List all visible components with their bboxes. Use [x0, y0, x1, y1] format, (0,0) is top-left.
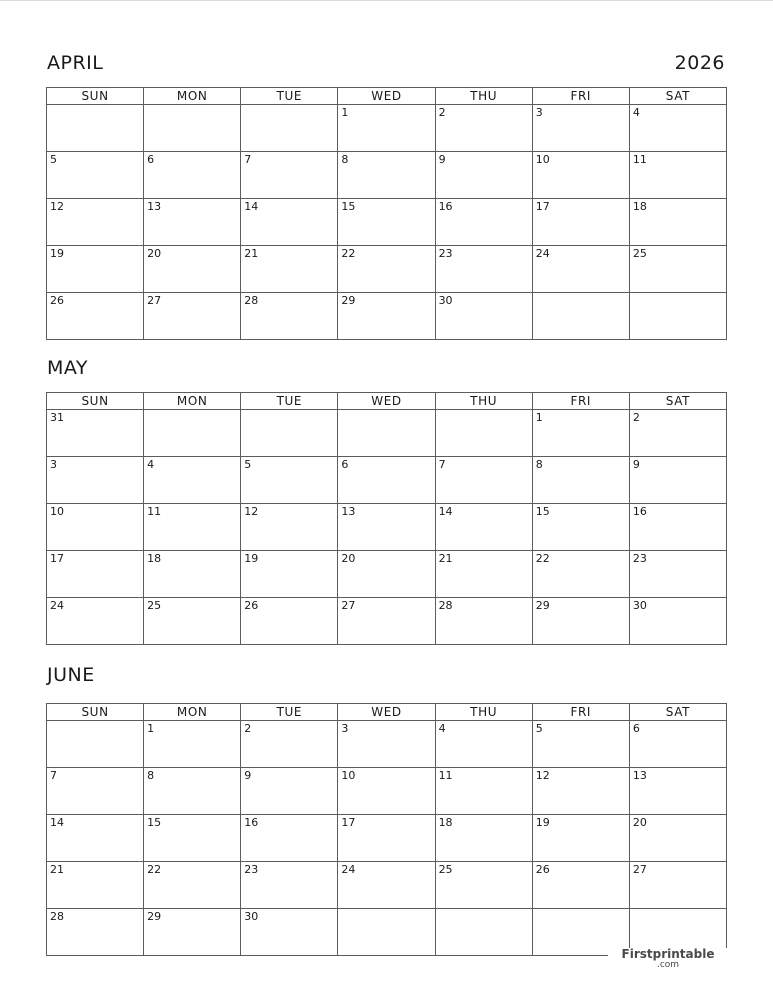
day-cell [144, 293, 241, 340]
day-number: 9 [632, 458, 640, 471]
day-cell [47, 410, 144, 457]
day-number: 25 [632, 247, 647, 260]
day-number: 1 [147, 722, 155, 735]
week-row [47, 862, 727, 909]
day-cell [241, 862, 338, 909]
day-cell [144, 105, 241, 152]
day-number: 4 [438, 722, 446, 735]
day-cell [532, 815, 629, 862]
weekday-header: WED [338, 393, 435, 410]
day-number [533, 909, 629, 911]
day-number: 30 [632, 599, 647, 612]
day-number: 30 [244, 910, 259, 923]
day-number: 23 [632, 552, 647, 565]
day-number: 24 [341, 863, 356, 876]
day-cell [47, 457, 144, 504]
day-number [338, 909, 434, 911]
day-number: 23 [438, 247, 453, 260]
weekday-header: SUN [47, 88, 144, 105]
day-number: 29 [535, 599, 550, 612]
day-number: 8 [147, 769, 155, 782]
weekday-header: SAT [629, 704, 726, 721]
day-cell [47, 293, 144, 340]
day-cell [241, 246, 338, 293]
weekday-header: FRI [532, 393, 629, 410]
day-cell [629, 410, 726, 457]
day-number: 28 [50, 910, 64, 923]
day-number: 22 [147, 863, 162, 876]
day-cell [629, 105, 726, 152]
day-cell [532, 504, 629, 551]
day-number: 11 [438, 769, 453, 782]
day-cell [47, 551, 144, 598]
day-cell [241, 410, 338, 457]
day-cell [47, 768, 144, 815]
day-cell [144, 246, 241, 293]
day-number: 15 [341, 200, 356, 213]
day-cell [435, 105, 532, 152]
weekday-header: SAT [629, 393, 726, 410]
day-cell [338, 551, 435, 598]
day-cell [144, 721, 241, 768]
day-cell [241, 105, 338, 152]
day-number: 13 [632, 769, 647, 782]
weekday-header: TUE [241, 88, 338, 105]
day-number: 16 [632, 505, 647, 518]
day-number: 21 [244, 247, 259, 260]
day-number: 17 [341, 816, 356, 829]
day-number: 6 [147, 153, 155, 166]
day-number: 10 [535, 153, 550, 166]
day-number: 17 [535, 200, 550, 213]
day-cell [241, 293, 338, 340]
week-row [47, 293, 727, 340]
day-number: 18 [147, 552, 162, 565]
day-cell [532, 457, 629, 504]
day-cell [629, 768, 726, 815]
day-number [630, 909, 726, 911]
day-number: 6 [632, 722, 640, 735]
weekday-header: SUN [47, 393, 144, 410]
day-cell [532, 551, 629, 598]
weekday-header: MON [144, 88, 241, 105]
day-cell [241, 768, 338, 815]
day-cell [144, 152, 241, 199]
day-number: 1 [341, 106, 349, 119]
day-number: 15 [147, 816, 162, 829]
weekday-header: TUE [241, 393, 338, 410]
day-number: 20 [632, 816, 647, 829]
day-number [436, 410, 532, 412]
day-number: 12 [535, 769, 550, 782]
day-cell [629, 152, 726, 199]
calendar-grid-may [46, 392, 727, 645]
day-number: 27 [341, 599, 356, 612]
month-title-april: APRIL [47, 52, 104, 74]
day-number: 16 [438, 200, 453, 213]
brand-name: Firstprintable [608, 948, 728, 960]
day-cell [435, 504, 532, 551]
day-cell [629, 504, 726, 551]
day-cell [47, 199, 144, 246]
day-cell [435, 199, 532, 246]
day-number: 5 [50, 153, 57, 166]
day-cell [532, 768, 629, 815]
day-number: 24 [50, 599, 64, 612]
day-cell [629, 199, 726, 246]
day-number: 9 [438, 153, 446, 166]
day-cell [338, 598, 435, 645]
day-number: 5 [535, 722, 543, 735]
day-number: 8 [341, 153, 349, 166]
day-cell [532, 410, 629, 457]
day-number: 22 [535, 552, 550, 565]
day-number [338, 410, 434, 412]
day-number: 2 [632, 411, 640, 424]
day-number: 28 [438, 599, 453, 612]
day-number: 7 [50, 769, 57, 782]
week-row [47, 768, 727, 815]
day-cell [241, 457, 338, 504]
day-number: 23 [244, 863, 259, 876]
day-cell [241, 598, 338, 645]
weekday-header-row [47, 704, 727, 721]
day-cell [338, 246, 435, 293]
day-cell [435, 152, 532, 199]
day-cell [144, 457, 241, 504]
day-number: 3 [535, 106, 543, 119]
day-number: 30 [438, 294, 453, 307]
day-cell [435, 410, 532, 457]
day-cell [435, 862, 532, 909]
day-number: 20 [147, 247, 162, 260]
day-cell [47, 815, 144, 862]
day-number [47, 105, 143, 107]
day-cell [47, 152, 144, 199]
day-cell [532, 293, 629, 340]
day-number: 13 [147, 200, 162, 213]
day-number [436, 909, 532, 911]
day-number: 14 [50, 816, 64, 829]
day-cell [144, 815, 241, 862]
day-cell [338, 152, 435, 199]
day-cell [629, 815, 726, 862]
day-number: 4 [632, 106, 640, 119]
day-cell [338, 768, 435, 815]
day-cell [532, 862, 629, 909]
day-cell [338, 815, 435, 862]
day-cell [338, 457, 435, 504]
day-number: 10 [341, 769, 356, 782]
day-number: 27 [632, 863, 647, 876]
day-cell [47, 246, 144, 293]
day-cell [338, 862, 435, 909]
day-number: 31 [50, 411, 64, 424]
day-number: 22 [341, 247, 356, 260]
week-row [47, 504, 727, 551]
day-number: 2 [244, 722, 252, 735]
day-number: 28 [244, 294, 259, 307]
day-cell [435, 909, 532, 956]
day-number: 16 [244, 816, 259, 829]
calendar-grid-june [46, 703, 727, 956]
day-cell [144, 598, 241, 645]
day-number: 4 [147, 458, 155, 471]
day-number: 3 [341, 722, 349, 735]
day-number: 13 [341, 505, 356, 518]
day-number: 8 [535, 458, 543, 471]
day-cell [338, 504, 435, 551]
day-number: 19 [50, 247, 64, 260]
day-cell [241, 199, 338, 246]
day-cell [47, 909, 144, 956]
day-cell [435, 293, 532, 340]
day-number: 20 [341, 552, 356, 565]
day-number: 14 [244, 200, 259, 213]
day-cell [47, 862, 144, 909]
day-number [47, 721, 143, 723]
day-cell [144, 909, 241, 956]
day-number: 11 [632, 153, 647, 166]
day-number: 12 [244, 505, 259, 518]
day-number: 29 [147, 910, 162, 923]
weekday-header: SAT [629, 88, 726, 105]
day-number: 3 [50, 458, 57, 471]
day-cell [241, 504, 338, 551]
day-cell [435, 551, 532, 598]
day-number: 19 [535, 816, 550, 829]
day-cell [532, 598, 629, 645]
weekday-header: THU [435, 704, 532, 721]
weekday-header: WED [338, 704, 435, 721]
day-number: 27 [147, 294, 162, 307]
day-cell [435, 246, 532, 293]
day-cell [435, 721, 532, 768]
day-number [630, 293, 726, 295]
day-number: 19 [244, 552, 259, 565]
day-cell [532, 105, 629, 152]
day-cell [241, 152, 338, 199]
year-title: 2026 [674, 52, 725, 74]
day-number [241, 410, 337, 412]
day-cell [47, 721, 144, 768]
week-row [47, 410, 727, 457]
weekday-header: FRI [532, 704, 629, 721]
weekday-header: FRI [532, 88, 629, 105]
day-number: 21 [50, 863, 64, 876]
week-row [47, 815, 727, 862]
day-number: 25 [438, 863, 453, 876]
week-row [47, 551, 727, 598]
day-number: 17 [50, 552, 64, 565]
day-cell [629, 598, 726, 645]
day-number: 10 [50, 505, 64, 518]
day-cell [144, 199, 241, 246]
day-cell [629, 293, 726, 340]
weekday-header-row [47, 88, 727, 105]
day-cell [241, 721, 338, 768]
day-number: 11 [147, 505, 162, 518]
day-cell [241, 909, 338, 956]
day-cell [435, 598, 532, 645]
month-title-june: JUNE [47, 664, 95, 686]
weekday-header: WED [338, 88, 435, 105]
day-cell [629, 721, 726, 768]
brand-tld: .com [656, 960, 680, 970]
calendar-grid-april [46, 87, 727, 340]
day-number [144, 105, 240, 107]
week-row [47, 152, 727, 199]
top-divider [0, 0, 773, 1]
day-cell [338, 721, 435, 768]
brand-logo [608, 948, 728, 970]
day-cell [47, 105, 144, 152]
day-number: 25 [147, 599, 162, 612]
day-number: 29 [341, 294, 356, 307]
day-number: 12 [50, 200, 64, 213]
weekday-header: THU [435, 88, 532, 105]
day-cell [435, 457, 532, 504]
day-cell [144, 768, 241, 815]
month-title-may: MAY [47, 357, 89, 379]
day-number: 6 [341, 458, 349, 471]
day-cell [241, 551, 338, 598]
day-cell [338, 410, 435, 457]
day-cell [47, 598, 144, 645]
day-cell [532, 721, 629, 768]
week-row [47, 246, 727, 293]
day-number [241, 105, 337, 107]
day-cell [629, 457, 726, 504]
day-cell [144, 410, 241, 457]
week-row [47, 199, 727, 246]
day-cell [144, 862, 241, 909]
day-cell [241, 815, 338, 862]
day-number: 9 [244, 769, 252, 782]
day-cell [629, 246, 726, 293]
week-row [47, 105, 727, 152]
week-row [47, 598, 727, 645]
day-number [144, 410, 240, 412]
day-cell [144, 504, 241, 551]
day-cell [144, 551, 241, 598]
day-number: 15 [535, 505, 550, 518]
day-number: 18 [632, 200, 647, 213]
day-cell [435, 815, 532, 862]
day-number: 26 [244, 599, 259, 612]
day-cell [338, 293, 435, 340]
day-number: 7 [438, 458, 446, 471]
week-row [47, 721, 727, 768]
day-number: 2 [438, 106, 446, 119]
week-row [47, 457, 727, 504]
weekday-header: MON [144, 393, 241, 410]
day-cell [338, 909, 435, 956]
weekday-header: MON [144, 704, 241, 721]
weekday-header: TUE [241, 704, 338, 721]
day-number: 1 [535, 411, 543, 424]
day-number: 24 [535, 247, 550, 260]
day-cell [338, 105, 435, 152]
day-number [533, 293, 629, 295]
day-cell [629, 862, 726, 909]
day-cell [532, 199, 629, 246]
day-number: 21 [438, 552, 453, 565]
day-cell [47, 504, 144, 551]
day-cell [532, 246, 629, 293]
day-number: 14 [438, 505, 453, 518]
weekday-header: SUN [47, 704, 144, 721]
day-number: 18 [438, 816, 453, 829]
day-number: 26 [535, 863, 550, 876]
day-cell [338, 199, 435, 246]
day-number: 7 [244, 153, 252, 166]
day-number: 26 [50, 294, 64, 307]
day-cell [629, 551, 726, 598]
weekday-header-row [47, 393, 727, 410]
weekday-header: THU [435, 393, 532, 410]
day-cell [435, 768, 532, 815]
day-cell [532, 152, 629, 199]
day-number: 5 [244, 458, 252, 471]
